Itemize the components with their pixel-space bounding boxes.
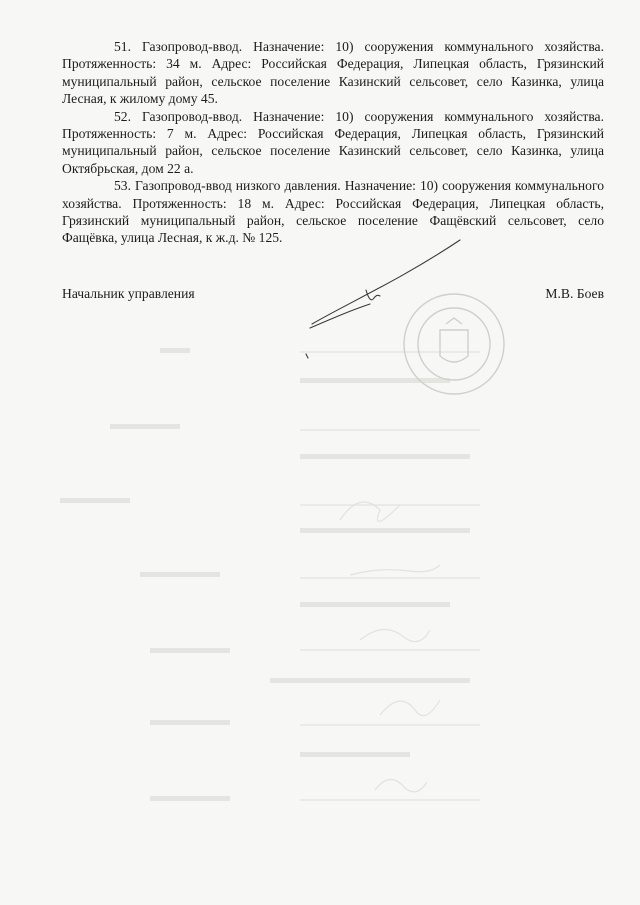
list-item: 51. Газопровод-ввод. Назначение: 10) сооружения коммунального хозяйства. Протяженность: 34 м. Адрес: Российская Федерация, Липецкая область, Грязинский муниципальный район, сельское поселение Казинский сельсовет, село Казинка, улица Лесная, к жилому дому 45. [62,39,604,107]
signatory-role: Начальник управления [62,286,195,301]
signatory-name: М.В. Боев [545,286,604,301]
list-item: 53. Газопровод-ввод низкого давления. Назначение: 10) сооружения коммунального хозяйства. Протяженность: 18 м. Адрес: Российская Федерация, Липецкая область, Грязинский муниципальный район, сельское поселение Фащёвский сельсовет, село Фащёвка, улица Лесная, к ж.д. № 125. [62,178,604,246]
list-item: 52. Газопровод-ввод. Назначение: 10) сооружения коммунального хозяйства. Протяженность: 7 м. Адрес: Российская Федерация, Липецкая область, Грязинский муниципальный район, сельское поселение Казинский сельсовет, село Казинка, улица Октябрьская, дом 22 а. [62,108,604,176]
document-body [62,38,604,247]
signature-icon [290,232,480,362]
